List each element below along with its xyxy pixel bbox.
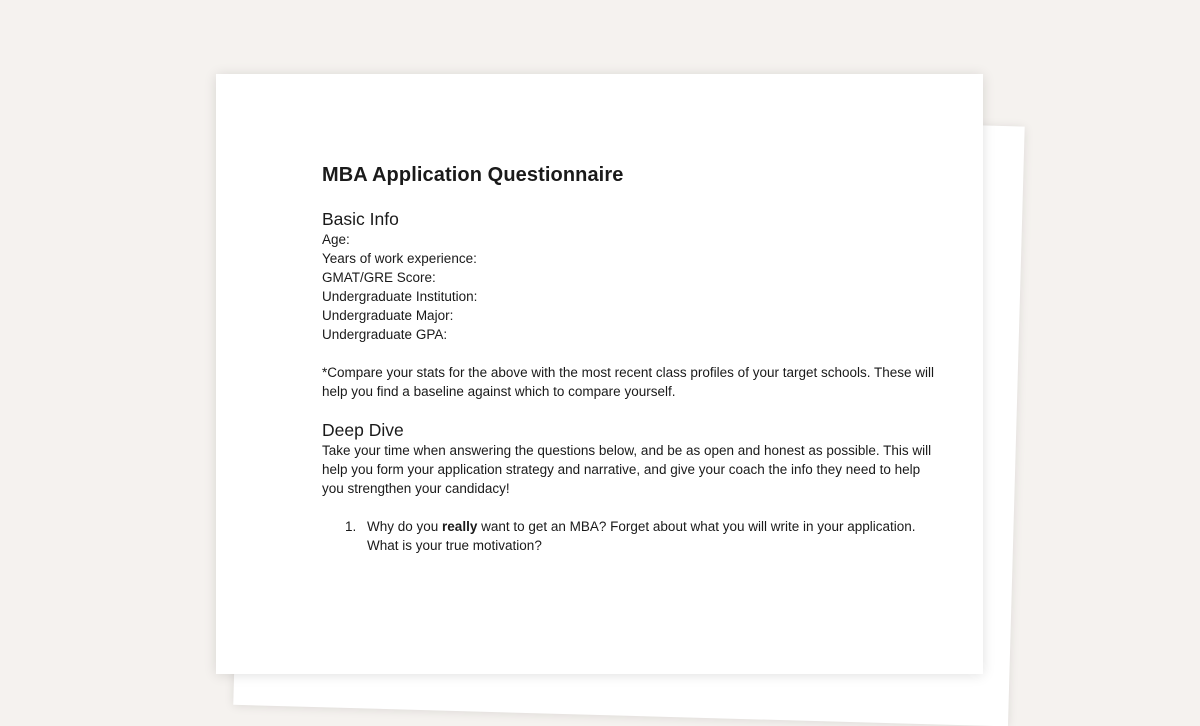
field-work-experience: Years of work experience: <box>322 251 477 266</box>
question-text <box>367 517 942 555</box>
document-page <box>216 74 983 674</box>
question-number: 1. <box>345 519 357 534</box>
question-list <box>322 517 942 555</box>
question-text-end: want to get an MBA? Forget about what you will write in your application. What is your true motivation? <box>367 519 916 553</box>
field-undergrad-major: Undergraduate Major: <box>322 308 454 323</box>
question-emphasis: really <box>442 519 478 534</box>
basic-info-fields <box>322 230 942 344</box>
basic-info-heading: Basic Info <box>322 209 399 229</box>
document-title: MBA Application Questionnaire <box>322 164 624 186</box>
question-text-start: Why do you <box>367 519 443 534</box>
field-undergrad-institution: Undergraduate Institution: <box>322 289 478 304</box>
deep-dive-heading: Deep Dive <box>322 420 404 440</box>
field-age: Age: <box>322 232 350 247</box>
deep-dive-intro: Take your time when answering the questions below, and be as open and honest as possible. This will help you form your application strategy and narrative, and give your coach the info they need to help you strengthen your candidacy! <box>322 443 932 496</box>
field-gmat-gre: GMAT/GRE Score: <box>322 270 436 285</box>
field-undergrad-gpa: Undergraduate GPA: <box>322 327 448 342</box>
document-content <box>322 162 942 555</box>
basic-info-note: *Compare your stats for the above with the most recent class profiles of your target schools. These will help you find a baseline against which to compare yourself. <box>322 365 935 399</box>
list-item <box>322 517 942 555</box>
